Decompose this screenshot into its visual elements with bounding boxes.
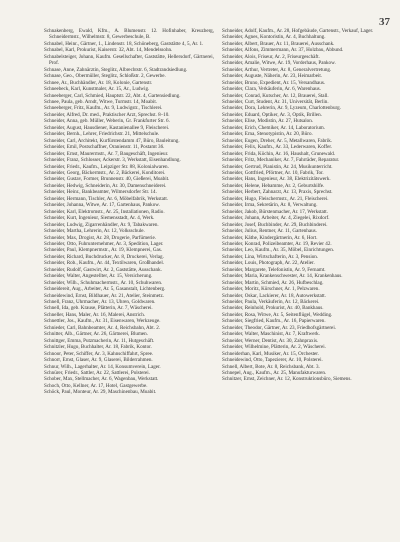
- directory-entry: Schneider, Erich, Chemiker, Ar. 14, Laboratorium.: [222, 124, 325, 131]
- directory-entry: Schneider, Johanna, Witwe, Ar. 17, Gartenhaus, Pankow.: [44, 202, 160, 209]
- directory-entry: Schneider, Hermann, Tischler, Ar. 6, Möbelfabrik, Werkstatt.: [44, 195, 169, 202]
- directory-entry: Schneidereit, Aug., Arbeiter, Ar. 5, Gasanstalt, Lichtenberg.: [44, 286, 166, 293]
- directory-entry: Schneider, Oskar, Lackierer, Ar. 18, Autowerkstatt.: [222, 292, 326, 299]
- directory-entry: Schneider, Ludwig, Zigarrenhändler, Ar. 9, Tabakwaren.: [44, 221, 159, 228]
- directory-entry: Schneider, Paul, Klempnermstr., Ar. 19, Klempnerei, Gas.: [44, 247, 163, 254]
- directory-entry: Schneider, August, Hausdiener, Kastanienallee 9, Fleischerei.: [44, 124, 170, 131]
- directory-entry: Schneider, Moritz, Kürschner, Ar. 1, Pelzwaren.: [222, 286, 320, 293]
- directory-entry: Schneider, Leo, Kaufm., Ar. 35, Möbel, Einrichtungen.: [222, 247, 335, 254]
- directory-entry: Schnettler, Jos., Kaufm., Ar. 31, Eisenwaren, Werkzeuge.: [44, 318, 161, 325]
- directory-entry: Schneider, Gottfried, Pförtner, Ar. 10, Fabrik, Tor.: [222, 169, 324, 176]
- directory-entry: Schneider, Hans, Ingenieur, Ar. 38, Elektrizitätswerk.: [222, 176, 331, 183]
- directory-entry: Schneider, Martha, Lehrerin, Ar. 12, Volksschule.: [44, 228, 145, 235]
- entry-columns: [44, 28, 392, 536]
- directory-entry: Schnieder, Carl, Bahnbeamter, Ar. 4, Reichsbahn, Abt. 2.: [44, 324, 161, 331]
- directory-entry: Schneider, Arthur, Vertreter, Ar. 8, Generalvertretung.: [222, 66, 332, 73]
- directory-entry: Schneider, Carl, Architekt, Kurfürstendamm 47, Büro, Bauleitung.: [44, 137, 180, 144]
- directory-entry: Schnell, Ida, geb. Krause, Plätterin, Ar. 7, Wäscherei.: [44, 305, 153, 312]
- directory-entry: Schneider, Bruno, Expedient, Ar. 15, Versandhaus.: [222, 79, 326, 86]
- directory-entry: Schneider, Adolf, Kaufm., Ar. 28, Hofgebäude, Gartenstr., Verkauf, Lager.: [222, 28, 374, 34]
- directory-entry: Schoch, Otto, Kellner, Ar. 17, Hotel, Gastgewerbe.: [44, 382, 148, 389]
- directory-entry: Schneider, Hedwig, Schneiderin, Ar. 30, Damenschneiderei.: [44, 182, 167, 189]
- directory-entry: Schöck, Paul, Monteur, Ar. 29, Maschinenbau, Moabit.: [44, 389, 157, 396]
- directory-entry: Schneider, Fritz, Mechaniker, Ar. 7, Fahrräder, Reparatur.: [222, 157, 340, 164]
- directory-entry: Schnase, Geo., Obermüller, Steglitz, Schloßstr. 2, Gewerbe.: [44, 73, 166, 80]
- directory-entry: Schneider, Bernh., Lehrer, Friedrichstr. 21, Mittelschule.: [44, 131, 160, 138]
- directory-entry: Schneider, Lina, Wirtschafterin, Ar. 3, Pension.: [222, 253, 319, 260]
- directory-entry: Schneebeck, Karl, Kunstmaler, Ar. 15, Ar., Ludwig.: [44, 86, 150, 93]
- directory-entry: Schnur, Wilh., Lagerhalter, Ar. 14, Konsumverein, Lager.: [44, 363, 161, 370]
- directory-entry: Schober, Max, Stellmacher, Ar. 6, Wagenbau, Werkstatt.: [44, 376, 159, 383]
- directory-entry: Schnitzer, Ernst, Zeichner, Ar. 12, Konstruktionsbüro, Siemens.: [222, 376, 352, 383]
- directory-entry: Schneider, Walter, Angestellter, Ar. 15, Versicherung.: [44, 273, 153, 280]
- directory-entry: Schneider, Reinhold, Prokurist, Ar. 40, Bankhaus.: [222, 305, 324, 312]
- directory-entry: Schneider, Eduard, Optiker, Ar. 3, Optik, Brillen.: [222, 111, 322, 118]
- directory-entry: Schneider, Martin, Schmied, Ar. 26, Hufbeschlag.: [222, 279, 324, 286]
- directory-entry: Schneider, Konrad, Polizeibeamter, Ar. 19, Revier 42.: [222, 240, 332, 247]
- right-column: [222, 28, 392, 536]
- directory-entry: Schneider, Georg, Bäckermstr., Ar. 2, Bäckerei, Konditorei.: [44, 169, 166, 176]
- directory-entry: Schneider, Paula, Verkäuferin, Ar. 12, Bäckerei.: [222, 299, 320, 306]
- directory-entry: Schnabel, Heinr., Gärtner, 1., Lindenstr. 18, Schöneberg, Gaststätte 4, 5, Ar. 1.: [44, 40, 204, 47]
- directory-entry: Schneller, Hans, Maler, Ar. 16, Malerei, Anstrich.: [44, 311, 146, 318]
- directory-entry: Schneider, Amalie, Witwe, Ar. 19, Vorderhaus, Pankow.: [222, 60, 336, 67]
- directory-entry: Schneider, Herbert, Zahnarzt, Ar. 13, Praxis, Sprechst.: [222, 189, 333, 196]
- directory-entry: Schneider, Clara, Verkäuferin, Ar. 6, Warenhaus.: [222, 86, 321, 93]
- directory-entry: Schnee, Ar., Buchhändler, Ar. 18, Kolonie, Gartenstr.: [44, 79, 153, 86]
- directory-entry: Schneiderhan, Karl, Musiker, Ar. 15, Orchester.: [222, 350, 319, 357]
- directory-entry: Schneidewind, Otto, Tapezierer, Ar. 10, Polsterei.: [222, 357, 323, 364]
- directory-entry: Schneider, Otto, Fuhrunternehmer, Ar. 3, Spedition, Lager.: [44, 240, 164, 247]
- directory-entry: Schneider, Max, Drogist, Ar. 28, Drogerie, Parfümerie.: [44, 234, 156, 241]
- directory-entry: Schnorr, Ernst, Glaser, Ar. 9, Glaserei, Bilderrahmen.: [44, 357, 153, 364]
- directory-entry: Schneider, Louis, Photograph, Ar. 22, Atelier.: [222, 260, 315, 267]
- directory-entry: Schneider, Wilhelmine, Plätterin, Ar. 2, Wäscherei.: [222, 344, 326, 351]
- directory-entry: Schnabel, Karl, Prokurist, Kaiserstr. 32, Abt. 14, Mendelssohn.: [44, 47, 173, 54]
- directory-entry: Schneider, Alois, Friseur, Ar. 2, Friseurgeschäft.: [222, 53, 320, 60]
- directory-entry: Schneider, Elise, Modistin, Ar. 27, Hutsalon.: [222, 118, 314, 125]
- directory-entry: Schnoor, Peter, Schiffer, Ar. 3, Kahnschiffahrt, Spree.: [44, 350, 154, 357]
- directory-entry: Schneider, Emil, Postschaffner, Oranienstr. 11, Postamt 36.: [44, 144, 165, 151]
- directory-entry: Schnitter, Alb., Gärtner, Ar. 26, Gärtnerei, Blumen.: [44, 331, 148, 338]
- directory-entry: Schneider, Maria, Krankenschwester, Ar. 14, Krankenhaus.: [222, 273, 343, 280]
- directory-entry: Schneider, Johann, Arbeiter, Ar. 4, Ziegelei, Rixdorf.: [222, 215, 330, 222]
- directory-entry: Schneider, Irma, Sekretärin, Ar. 8, Verwaltung.: [222, 202, 318, 209]
- directory-entry: Schnakenberg, Ewald, Kfm., A. Blumenstr. 12. Hofinhaber, Kreuzberg, Schneidermstr., Wilhelmstr. 8, Gewerbeschule, B.: [44, 28, 214, 41]
- directory-entry: Schneider, Käthe, Kindergärtnerin, Ar. 6, Hort.: [222, 234, 318, 241]
- directory-entry: Schneider, Auguste, Näherin, Ar. 23, Heimarbeit.: [222, 73, 323, 80]
- directory-entry: Schnell, Franz, Uhrmacher, Ar. 13, Uhren, Goldwaren.: [44, 299, 156, 306]
- directory-entry: Schneider, Karl, Elektromstr., Ar. 25, Installationen, Radio.: [44, 208, 165, 215]
- directory-entry: Schneider, Richard, Buchdrucker, Ar. 8, Druckerei, Verlag.: [44, 253, 164, 260]
- directory-entry: Schnase, Anne, Zahnärztin, Steglitz, Albrechtstr. 6, Stadtrandsiedlung.: [44, 66, 188, 73]
- directory-entry: Schneider, Helene, Hebamme, Ar. 2, Geburtshilfe.: [222, 182, 325, 189]
- directory-entry: Schneider, Margarete, Telefonistin, Ar. 9, Fernamt.: [222, 266, 326, 273]
- directory-entry: Schneider, Julius, Rentner, Ar. 11, Gartenhaus.: [222, 228, 317, 235]
- directory-entry: Schneider, Erna, Stenotypistin, Ar. 20, Büro.: [222, 131, 313, 138]
- directory-entry: Schnell, Albert, Bote, Ar. 8, Reichsbank, Abt. 3.: [222, 363, 320, 370]
- directory-entry: Schneider, Hugo, Fleischermstr., Ar. 21, Fleischerei.: [222, 195, 329, 202]
- directory-entry: Schneider, Walter, Maschinist, Ar. 7, Kraftwerk.: [222, 331, 320, 338]
- directory-entry: Schneider, Jakob, Bürstenmacher, Ar. 17, Werkstatt.: [222, 208, 328, 215]
- directory-entry: Schneider, Rob., Kaufm., Ar. 44, Textilwaren, Großhandel.: [44, 260, 165, 267]
- directory-entry: Schneider, Kurt, Ingenieur, Siemensstadt, Ar. 4, Werk.: [44, 215, 155, 222]
- directory-entry: Schneider, Alfred, Dr. med., Praktischer Arzt, Sprechst. 8–10.: [44, 111, 170, 118]
- directory-entry: Schneider, Theodor, Gärtner, Ar. 23, Friedhofsgärtnerei.: [222, 324, 337, 331]
- directory-entry: Schneider, Albert, Brauer, Ar. 11, Brauerei, Ausschank.: [222, 40, 335, 47]
- directory-entry: Schneider, Ernst, Maurermstr., Ar. 7, Baugeschäft, Ingenieur.: [44, 150, 169, 157]
- directory-entry: Schneeberger, Fritz, Kaufm., Ar. 9, Ludwigstr., Tischlerei.: [44, 105, 163, 112]
- directory-entry: Schneider, Dora, Lehrerin, Ar. 9, Lyzeum, Charlottenburg.: [222, 105, 341, 112]
- directory-entry: Schneider, Gustav, Former, Brunnenstr. 40, Gießerei, Moabit.: [44, 176, 170, 183]
- directory-entry: Schnitzler, Hugo, Buchhalter, Ar. 18, Fabrik, Kontor.: [44, 344, 152, 351]
- directory-entry: Schneeberger, Carl, Schmied, Hauptstr. 22, Abt. 4, Gartensiedlung.: [44, 92, 181, 99]
- directory-entry: Schneider, Wilh., Schuhmachermstr., Ar. 10, Schuhwaren.: [44, 279, 163, 286]
- directory-entry: Schneider, Conrad, Kutscher, Ar. 12, Brauerei, Stall.: [222, 92, 329, 99]
- directory-entry: Schneider, Rosa, Witwe, Ar. 5, Seitenflügel, Wedding.: [222, 311, 333, 318]
- directory-entry: Schneider, Alfons, Zimmermann, Ar. 37, Holzbau, Abbund.: [222, 47, 344, 54]
- directory-entry: Schneider, Siegfried, Kaufm., Ar. 16, Papierwaren.: [222, 318, 326, 325]
- directory-entry: Schnee, Paula, geb. Arndt, Witwe, Turmstr. 14, Moabit.: [44, 98, 158, 105]
- directory-entry: Schneider, Friedr., Kaufm., Leipziger Str. 88, Kolonialwaren.: [44, 163, 169, 170]
- directory-entry: Schnepel, Aug., Kaufm., Ar. 25, Manufakturwaren.: [222, 370, 327, 377]
- directory-entry: Schnabelsteiger, Johann, Kaufm. Gesellschafter, Gaststätte, Hellersdorf, Gärtnerei, Prof.: [44, 53, 214, 67]
- directory-entry: Schnürer, Friedr., Sattler, Ar. 22, Sattlerei, Polsterei.: [44, 370, 150, 377]
- directory-entry: Schneider, Franz, Schlosser, Ackerstr. 3, Werkstatt, Eisenhandlung.: [44, 157, 181, 164]
- directory-entry: Schneider, Anna, geb. Müller, Weberin, Gr. Frankfurter Str. 6.: [44, 118, 170, 125]
- directory-entry: Schneider, Frida, Köchin, Ar. 16, Haushalt, Grunewald.: [222, 150, 336, 157]
- directory-entry: Schneider, Felix, Kaufm., Ar. 33, Lederwaren, Koffer.: [222, 144, 333, 151]
- page-number: 37: [379, 16, 390, 28]
- directory-entry: Schneider, Gertrud, Pianistin, Ar. 24, Musikunterricht.: [222, 163, 333, 170]
- directory-entry: Schneider, Werner, Dentist, Ar. 30, Zahnpraxis.: [222, 337, 319, 344]
- directory-entry: Schneider, Josef, Buchbinder, Ar. 29, Buchbinderei.: [222, 221, 328, 228]
- directory-entry: Schneider, Rudolf, Gastwirt, Ar. 2, Gaststätte, Ausschank.: [44, 266, 162, 273]
- directory-entry: Schneider, Curt, Student, Ar. 31, Universität, Berlin.: [222, 98, 329, 105]
- directory-entry: Schnittger, Emma, Putzmacherin, Ar. 11, Hutgeschäft.: [44, 337, 155, 344]
- directory-entry: Schneidewind, Ernst, Bildhauer, Ar. 21, Atelier, Steinmetz.: [44, 292, 164, 299]
- directory-entry: Schneider, Eugen, Dreher, Ar. 5, Metallwaren, Fabrik.: [222, 137, 333, 144]
- directory-entry: Schneider, Heinr., Bankbeamter, Wilmersdorfer Str. 14.: [44, 189, 157, 196]
- directory-entry: Schneider, Agnes, Kontoristin, Ar. 4, Buchhaltung.: [222, 34, 326, 41]
- left-column: [44, 28, 214, 536]
